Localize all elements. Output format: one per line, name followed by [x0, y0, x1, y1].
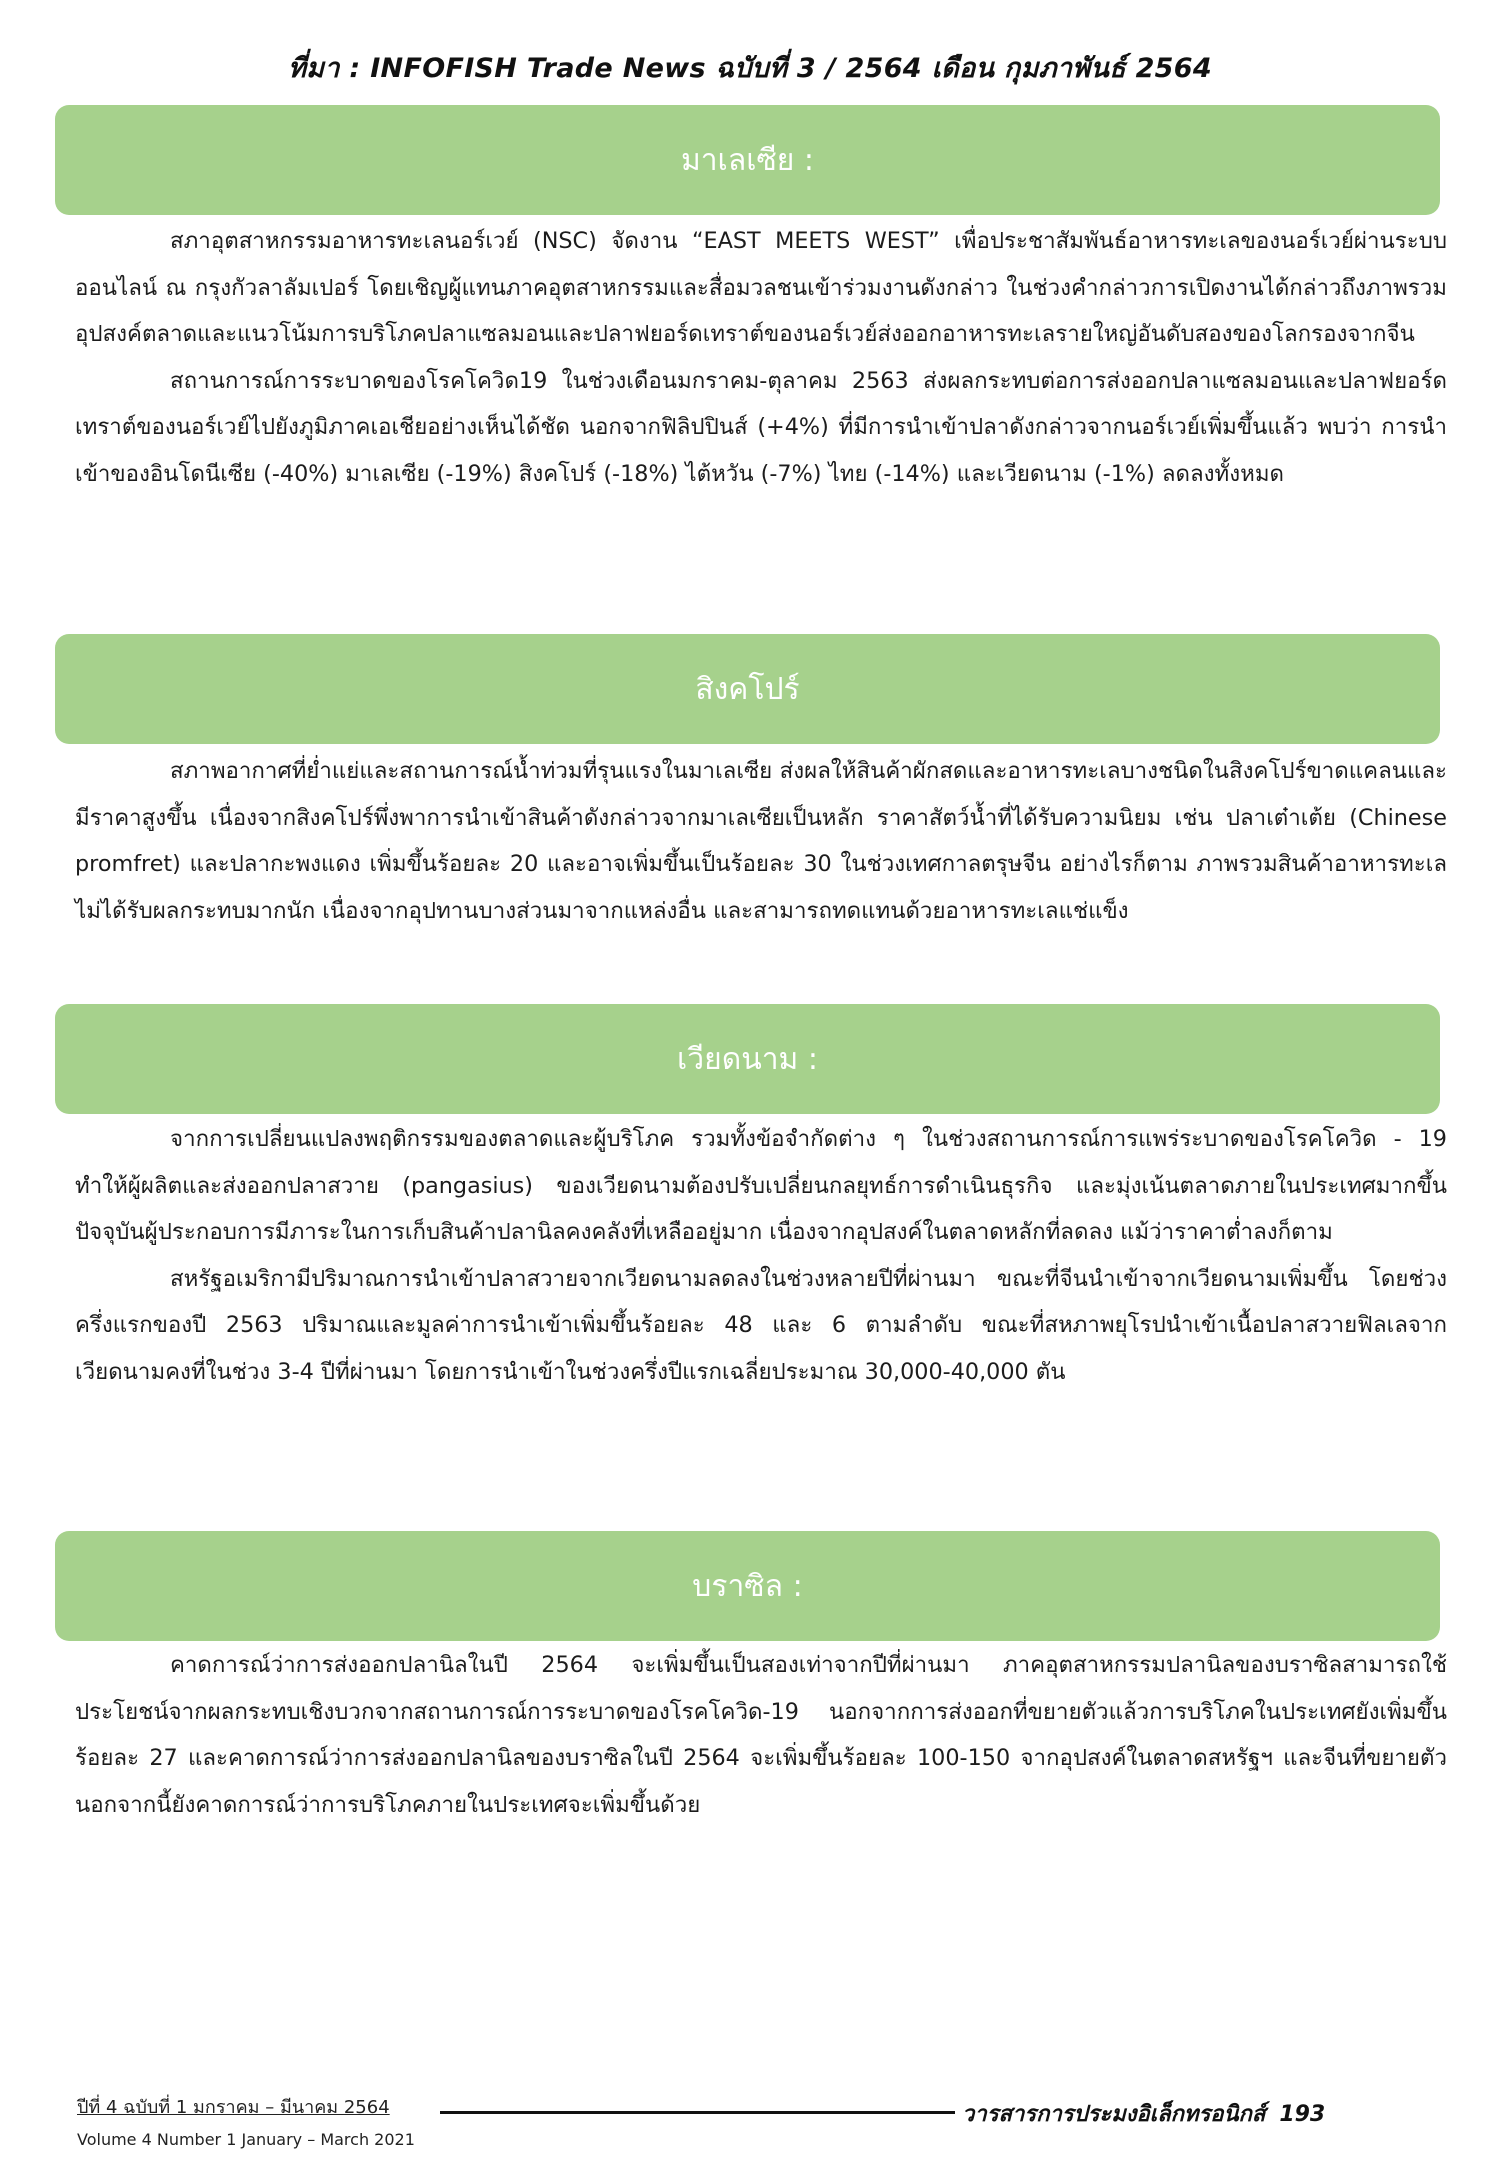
section-body-brazil	[75, 1642, 1447, 1828]
section-header-malaysia	[55, 105, 1440, 215]
section-header-vietnam	[55, 1004, 1440, 1114]
paragraph: สถานการณ์การระบาดของโรคโควิด19 ในช่วงเดือนมกราคม-ตุลาคม 2563 ส่งผลกระทบต่อการส่งออกปลาแซลมอนและปลาฟยอร์ดเทราต์ของนอร์เวย์ไปยังภูมิภาคเอเชียอย่างเห็นได้ชัด นอกจากฟิลิปปินส์ (+4%) ที่มีการนำเข้าปลาดังกล่าวจากนอร์เวย์เพิ่มขึ้นแล้ว พบว่า การนำเข้าของอินโดนีเซีย (-40%) มาเลเซีย (-19%) สิงคโปร์ (-18%) ไต้หวัน (-7%) ไทย (-14%) และเวียดนาม (-1%) ลดลงทั้งหมด	[75, 367, 1447, 487]
footer-issue-thai: ปีที่ 4 ฉบับที่ 1 มกราคม – มีนาคม 2564	[77, 2097, 390, 2118]
section-header-brazil	[55, 1531, 1440, 1641]
source-citation: ที่มา : INFOFISH Trade News ฉบับที่ 3 / 2564 เดือน กุมภาพันธ์ 2564	[288, 53, 1212, 84]
section-body-malaysia	[75, 218, 1447, 497]
section-title: สิงคโปร์	[695, 671, 800, 707]
section-title: บราซิล :	[692, 1568, 803, 1604]
section-body-vietnam	[75, 1116, 1447, 1395]
footer-divider	[440, 2111, 955, 2114]
section-body-singapore	[75, 748, 1447, 934]
journal-name: วารสารการประมงอิเล็กทรอนิกส์	[962, 2102, 1266, 2127]
paragraph: คาดการณ์ว่าการส่งออกปลานิลในปี 2564 จะเพิ่มขึ้นเป็นสองเท่าจากปีที่ผ่านมา ภาคอุตสาหกรรมปลานิลของบราซิลสามารถใช้ประโยชน์จากผลกระทบเชิงบวกจากสถานการณ์การระบาดของโรคโควิด-19 นอกจากการส่งออกที่ขยายตัวแล้วการบริโภคในประเทศยังเพิ่มขึ้นร้อยละ 27 และคาดการณ์ว่าการส่งออกปลานิลของบราซิลในปี 2564 จะเพิ่มขึ้นร้อยละ 100-150 จากอุปสงค์ในตลาดสหรัฐฯ และจีนที่ขยายตัว นอกจากนี้ยังคาดการณ์ว่าการบริโภคภายในประเทศจะเพิ่มขึ้นด้วย	[75, 1652, 1447, 1818]
paragraph: สภาพอากาศที่ย่ำแย่และสถานการณ์น้ำท่วมที่รุนแรงในมาเลเซีย ส่งผลให้สินค้าผักสดและอาหารทะเลบางชนิดในสิงคโปร์ขาดแคลนและมีราคาสูงขึ้น เนื่องจากสิงคโปร์พึ่งพาการนำเข้าสินค้าดังกล่าวจากมาเลเซียเป็นหลัก ราคาสัตว์น้ำที่ได้รับความนิยม เช่น ปลาเต๋าเต้ย (Chinese promfret) และปลากะพงแดง เพิ่มขึ้นร้อยละ 20 และอาจเพิ่มขึ้นเป็นร้อยละ 30 ในช่วงเทศกาลตรุษจีน อย่างไรก็ตาม ภาพรวมสินค้าอาหารทะเลไม่ได้รับผลกระทบมากนัก เนื่องจากอุปทานบางส่วนมาจากแหล่งอื่น และสามารถทดแทนด้วยอาหารทะเลแช่แข็ง	[75, 758, 1447, 924]
section-header-singapore	[55, 634, 1440, 744]
footer-journal	[962, 2096, 1325, 2131]
paragraph: สภาอุตสาหกรรมอาหารทะเลนอร์เวย์ (NSC) จัดงาน “EAST MEETS WEST” เพื่อประชาสัมพันธ์อาหารทะเลของนอร์เวย์ผ่านระบบออนไลน์ ณ กรุงกัวลาลัมเปอร์ โดยเชิญผู้แทนภาคอุตสาหกรรมและสื่อมวลชนเข้าร่วมงานดังกล่าว ในช่วงคำกล่าวการเปิดงานได้กล่าวถึงภาพรวมอุปสงค์ตลาดและแนวโน้มการบริโภคปลาแซลมอนและปลาฟยอร์ดเทราต์ของนอร์เวย์ส่งออกอาหารทะเลรายใหญ่อันดับสองของโลกรองจากจีน	[75, 228, 1447, 347]
page-number: 193	[1279, 2102, 1326, 2127]
paragraph: สหรัฐอเมริกามีปริมาณการนำเข้าปลาสวายจากเวียดนามลดลงในช่วงหลายปีที่ผ่านมา ขณะที่จีนนำเข้าจากเวียดนามเพิ่มขึ้น โดยช่วงครึ่งแรกของปี 2563 ปริมาณและมูลค่าการนำเข้าเพิ่มขึ้นร้อยละ 48 และ 6 ตามลำดับ ขณะที่สหภาพยุโรปนำเข้าเนื้อปลาสวายฟิลเลจากเวียดนามคงที่ในช่วง 3-4 ปีที่ผ่านมา โดยการนำเข้าในช่วงครึ่งปีแรกเฉลี่ยประมาณ 30,000-40,000 ตัน	[75, 1265, 1447, 1385]
section-title: มาเลเซีย :	[680, 142, 815, 178]
paragraph: จากการเปลี่ยนแปลงพฤติกรรมของตลาดและผู้บริโภค รวมทั้งข้อจำกัดต่าง ๆ ในช่วงสถานการณ์การแพร่ระบาดของโรคโควิด - 19 ทำให้ผู้ผลิตและส่งออกปลาสวาย (pangasius) ของเวียดนามต้องปรับเปลี่ยนกลยุทธ์การดำเนินธุรกิจ และมุ่งเน้นตลาดภายในประเทศมากขึ้น ปัจจุบันผู้ประกอบการมีภาระในการเก็บสินค้าปลานิลคงคลังที่เหลืออยู่มาก เนื่องจากอุปสงค์ในตลาดหลักที่ลดลง แม้ว่าราคาต่ำลงก็ตาม	[75, 1126, 1447, 1245]
section-title: เวียดนาม :	[677, 1041, 818, 1077]
footer-issue-english: Volume 4 Number 1 January – March 2021	[77, 2130, 415, 2149]
